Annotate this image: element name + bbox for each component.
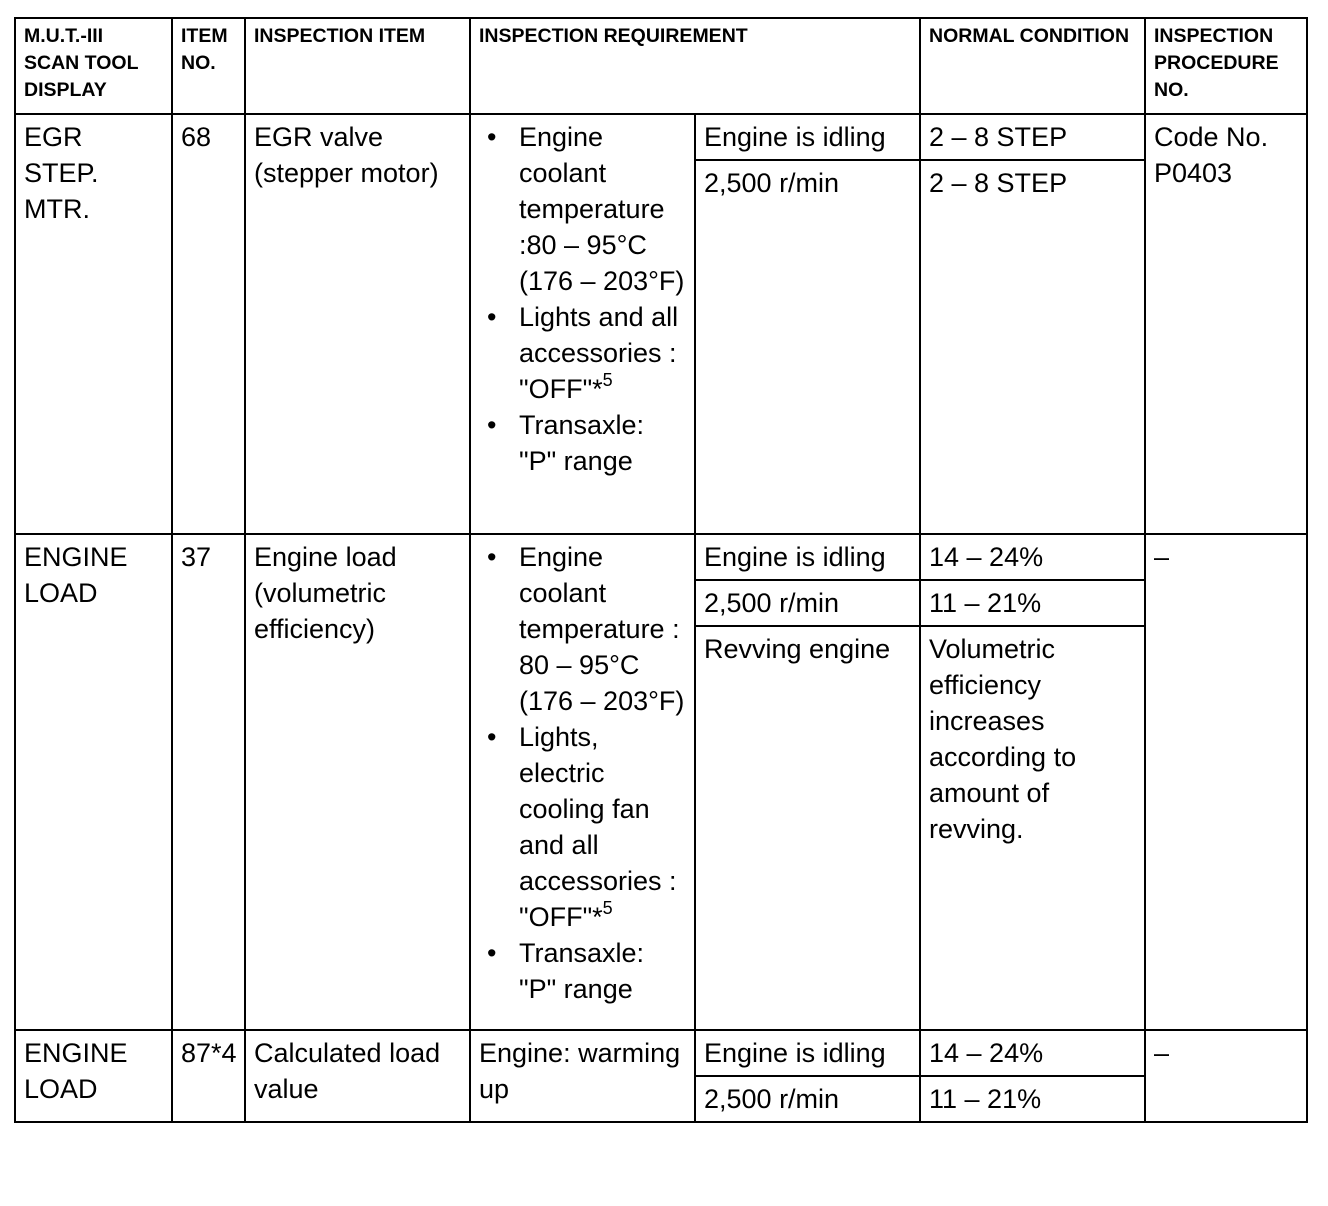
normal-condition-cell: 2 – 8 STEP [920,160,1145,534]
normal-condition-cell: 11 – 21% [920,580,1145,626]
normal-condition-cell: 14 – 24% [920,1030,1145,1076]
inspection-item-cell: Engine load (volumetric efficiency) [245,534,470,1030]
procedure-cell: Code No. P0403 [1145,114,1307,534]
requirement-item: • Lights and all accessories : "OFF"*$^5$ [479,299,686,407]
requirement-cell [470,114,695,534]
requirement-item: • Lights, electric cooling fan and all accessories : "OFF"*$^5$ [479,719,686,935]
normal-condition-cell: 2 – 8 STEP [920,114,1145,160]
requirement-item: • Engine coolant temperature :80 – 95°C (176 – 203°F) [479,119,686,299]
requirement-list [479,119,686,479]
table-row [15,1030,1307,1076]
condition-state-cell: Engine is idling [695,114,920,160]
display-cell: ENGINE LOAD [15,534,172,1030]
header-procedure-no: INSPECTION PROCEDURE NO. [1145,18,1307,114]
display-cell: EGR STEP. MTR. [15,114,172,534]
requirement-item: • Engine coolant temperature : 80 – 95°C (176 – 203°F) [479,539,686,719]
requirement-item: • Transaxle: "P" range [479,935,686,1007]
procedure-cell: – [1145,534,1307,1030]
inspection-table [14,17,1308,1123]
condition-state-cell: 2,500 r/min [695,580,920,626]
header-item-no: ITEM NO. [172,18,245,114]
normal-condition-cell: 14 – 24% [920,534,1145,580]
display-cell: ENGINE LOAD [15,1030,172,1122]
condition-state-cell: 2,500 r/min [695,1076,920,1122]
normal-condition-cell: Volumetric efficiency increases according to amount of revving. [920,626,1145,1030]
header-row [15,18,1307,114]
footnote-marker: 5 [602,370,613,390]
normal-condition-cell: 11 – 21% [920,1076,1145,1122]
condition-state-cell: Engine is idling [695,534,920,580]
item-no-cell: 37 [172,534,245,1030]
inspection-item-cell: EGR valve (stepper motor) [245,114,470,534]
condition-state-cell: Engine is idling [695,1030,920,1076]
header-display: M.U.T.-III SCAN TOOL DISPLAY [15,18,172,114]
header-normal-condition: NORMAL CONDITION [920,18,1145,114]
header-inspection-requirement: INSPECTION REQUIREMENT [470,18,920,114]
requirement-item: • Transaxle: "P" range [479,407,686,479]
requirement-cell [470,534,695,1030]
table-row [15,114,1307,160]
table-row [15,534,1307,580]
header-inspection-item: INSPECTION ITEM [245,18,470,114]
item-no-cell: 87*4 [172,1030,245,1122]
procedure-cell: – [1145,1030,1307,1122]
requirement-list [479,539,686,1007]
footnote-marker: 5 [602,898,613,918]
requirement-cell: Engine: warming up [470,1030,695,1122]
item-no-cell: 68 [172,114,245,534]
condition-state-cell: Revving engine [695,626,920,1030]
condition-state-cell: 2,500 r/min [695,160,920,534]
inspection-item-cell: Calculated load value [245,1030,470,1122]
